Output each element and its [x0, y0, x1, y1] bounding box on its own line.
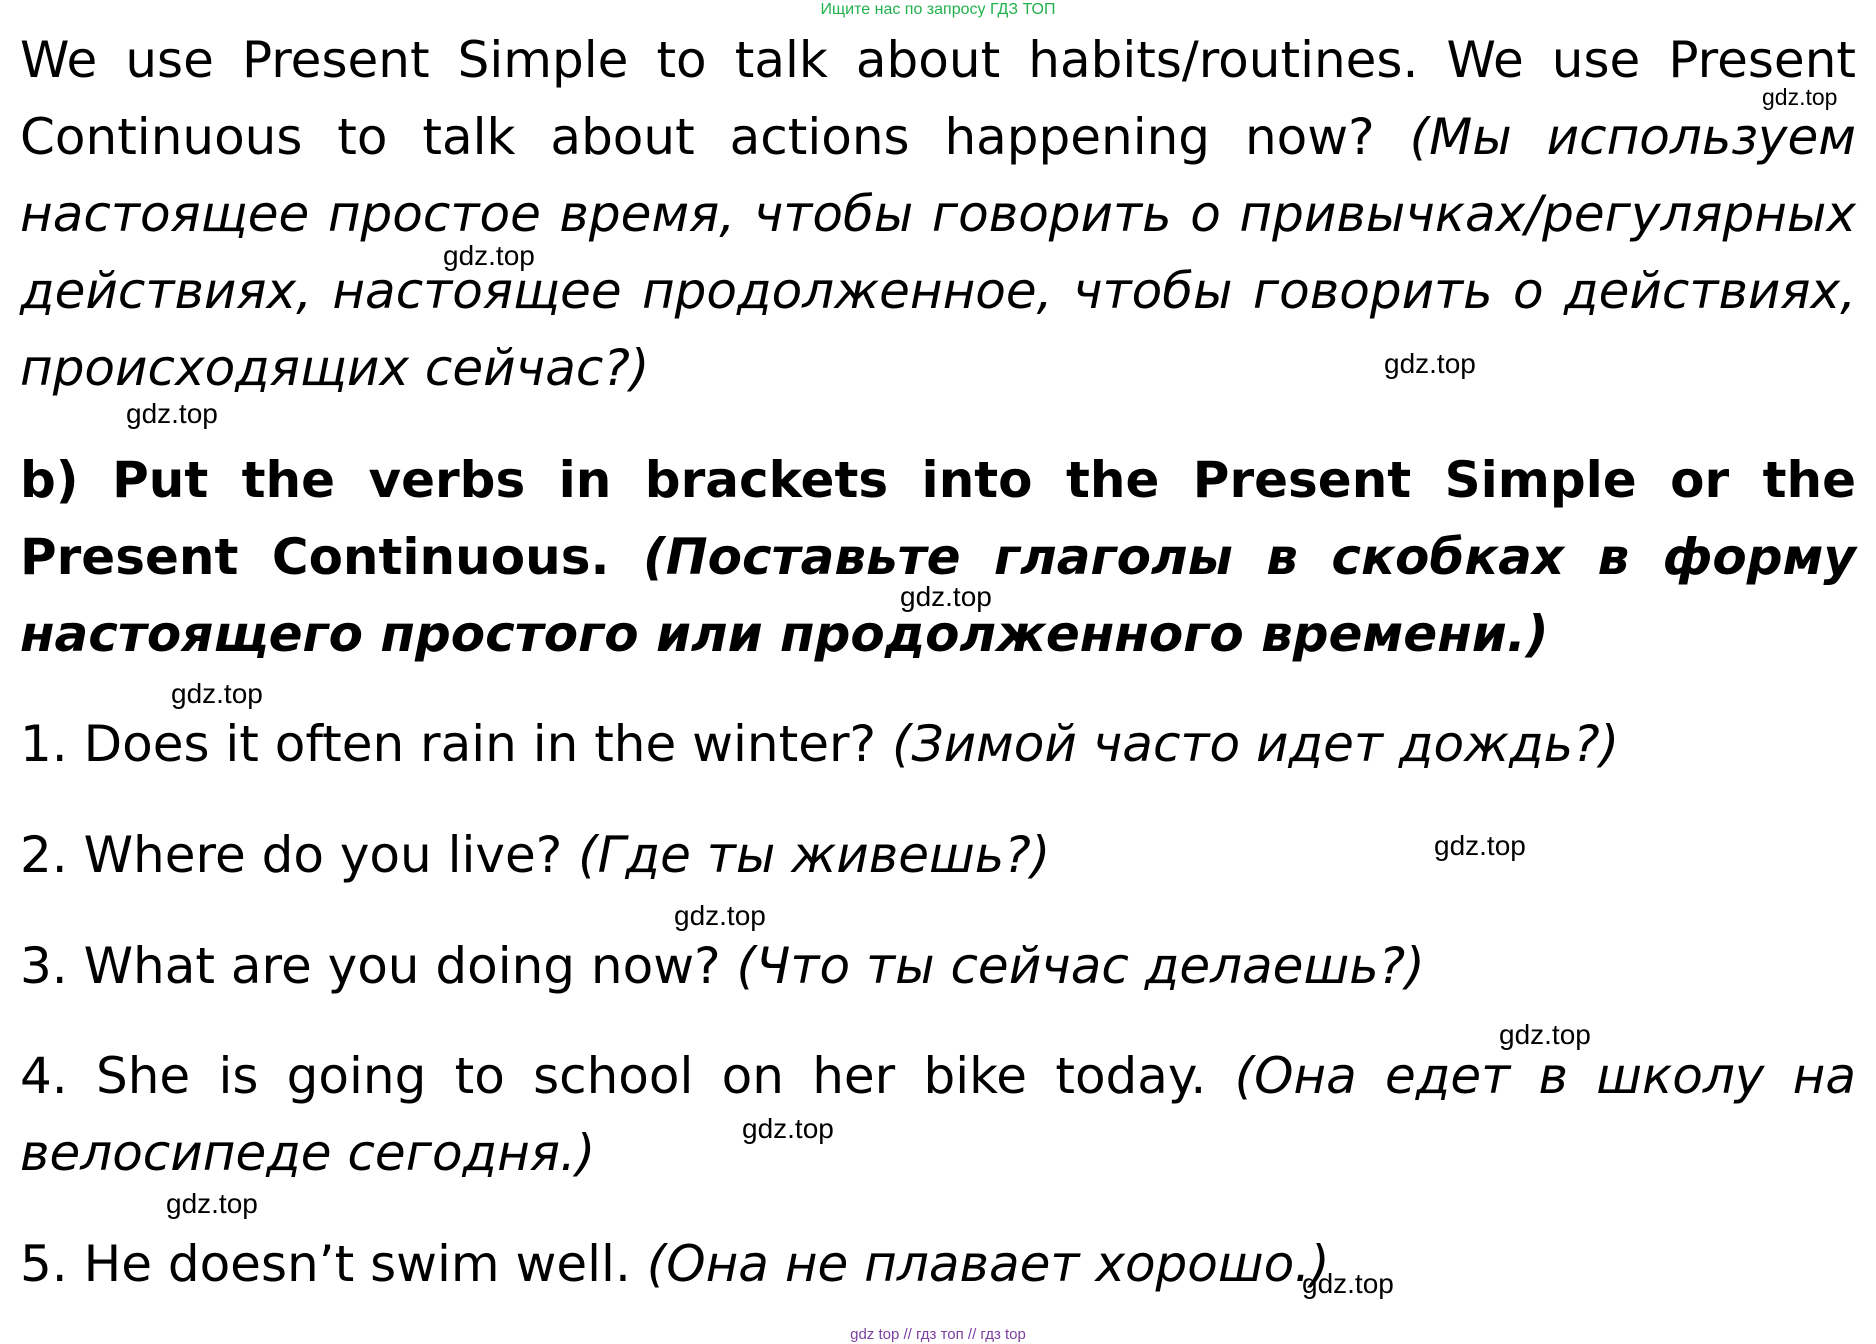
watermark: gdz.top	[126, 398, 218, 429]
intro-english: We use Present Simple to talk about habits/routines. We use Present Continuous to talk about actions happening now?	[20, 31, 1856, 166]
answer-russian: (Она едет в школу на велосипеде сегодня.)	[20, 1047, 1856, 1182]
watermark: gdz.top	[674, 900, 766, 931]
watermark: gdz.top	[1762, 84, 1838, 110]
answer-english: 1. Does it often rain in the winter?	[20, 715, 877, 773]
answer-item	[20, 706, 1856, 783]
answer-english: 3. What are you doing now?	[20, 937, 721, 995]
answer-russian: (Она не плавает хорошо.)	[646, 1235, 1330, 1293]
watermark: gdz.top	[742, 1113, 834, 1144]
watermark: gdz.top	[1302, 1268, 1394, 1299]
footer-links[interactable]: gdz top // гдз топ // гдз top	[850, 1326, 1026, 1343]
task-heading	[20, 442, 1856, 673]
task-russian: (Поставьте глаголы в скобках в форму настоящего простого или продолженного времени.)	[20, 528, 1856, 663]
task-english: b) Put the verbs in brackets into the Present Simple or the Present Continuous.	[20, 451, 1856, 586]
answer-english: 4. She is going to school on her bike today.	[20, 1047, 1207, 1105]
answer-item	[20, 1226, 1856, 1303]
answer-russian: (Где ты живешь?)	[578, 826, 1051, 884]
watermark: gdz.top	[1434, 830, 1526, 861]
answer-item	[20, 1038, 1856, 1192]
answer-english: 2. Where do you live?	[20, 826, 563, 884]
watermark: gdz.top	[900, 581, 992, 612]
answer-item	[20, 817, 1856, 894]
answer-russian: (Зимой часто идет дождь?)	[892, 715, 1620, 773]
intro-russian: (Мы используем настоящее простое время, чтобы говорить о привычках/регулярных действиях, настоящее продолженное, чтобы говорить о действиях, происходящих сейчас?)	[20, 108, 1856, 397]
watermark: gdz.top	[443, 240, 535, 271]
watermark: gdz.top	[1384, 348, 1476, 379]
answer-russian: (Что ты сейчас делаешь?)	[736, 937, 1425, 995]
watermark: gdz.top	[171, 678, 263, 709]
watermark: gdz.top	[1499, 1019, 1591, 1050]
intro-paragraph	[20, 22, 1856, 407]
answer-english: 5. He doesn’t swim well.	[20, 1235, 631, 1293]
watermark: gdz.top	[166, 1188, 258, 1219]
answer-item	[20, 928, 1856, 1005]
top-banner: Ищите нас по запросу ГДЗ ТОП	[820, 1, 1056, 18]
